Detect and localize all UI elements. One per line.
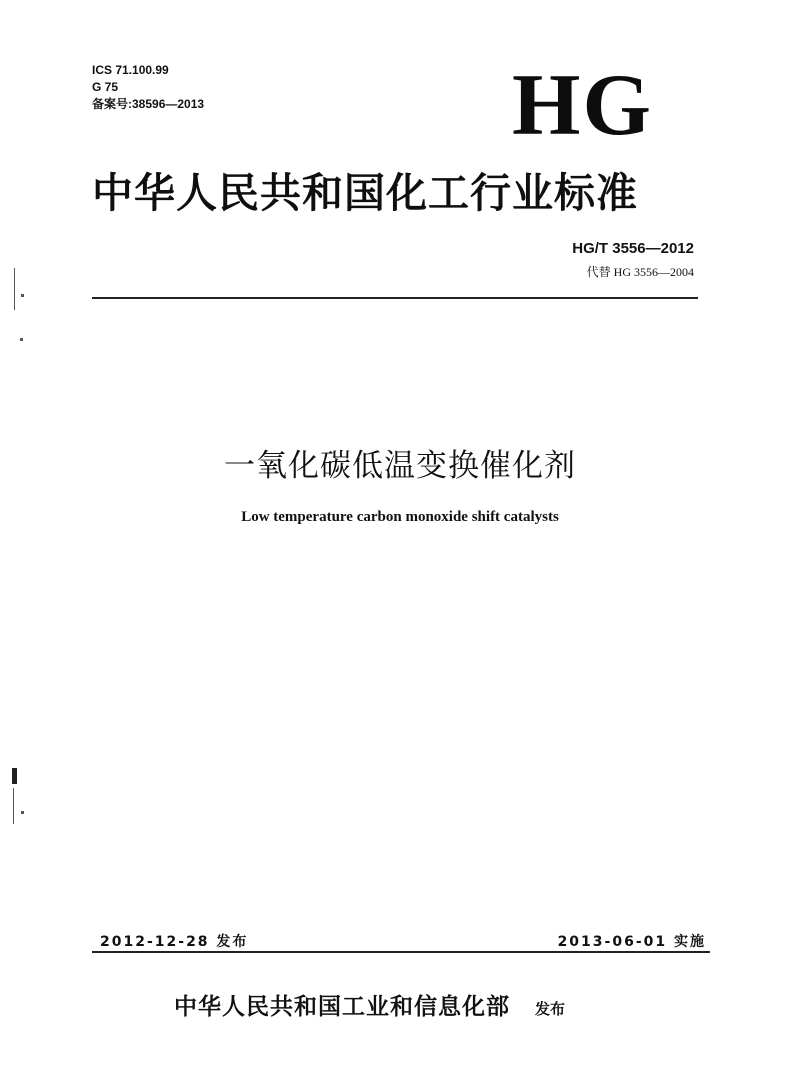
- standard-category-title: 中华人民共和国化工行业标准: [92, 169, 638, 217]
- publisher-suffix: 发布: [535, 1000, 566, 1018]
- ccs-code: G 75: [92, 80, 119, 94]
- publisher-name: 中华人民共和国工业和信息化部: [174, 993, 510, 1020]
- publisher-line: [174, 988, 565, 1021]
- ics-code: ICS 71.100.99: [92, 63, 169, 77]
- scan-mark-4: [12, 768, 17, 784]
- header-divider: [92, 297, 698, 299]
- filing-number: 备案号:38596—2013: [92, 97, 205, 111]
- footer-divider: [92, 951, 710, 953]
- document-title-en: Low temperature carbon monoxide shift catalysts: [241, 509, 559, 525]
- publish-date: 2012-12-28 发布: [100, 934, 249, 950]
- scan-mark-5: [13, 788, 14, 824]
- scan-mark-1: [14, 268, 15, 310]
- classification-block: [92, 62, 204, 113]
- standard-code: HG/T 3556—2012: [572, 240, 694, 257]
- document-title-cn: 一氧化碳低温变换催化剂: [224, 448, 576, 484]
- implement-date: 2013-06-01 实施: [557, 934, 706, 950]
- scan-mark-6: [21, 811, 24, 814]
- scan-mark-3: [20, 338, 23, 341]
- hg-logo: HG: [512, 57, 653, 154]
- scan-mark-2: [21, 294, 24, 297]
- replaces-standard: 代替 HG 3556—2004: [586, 265, 694, 279]
